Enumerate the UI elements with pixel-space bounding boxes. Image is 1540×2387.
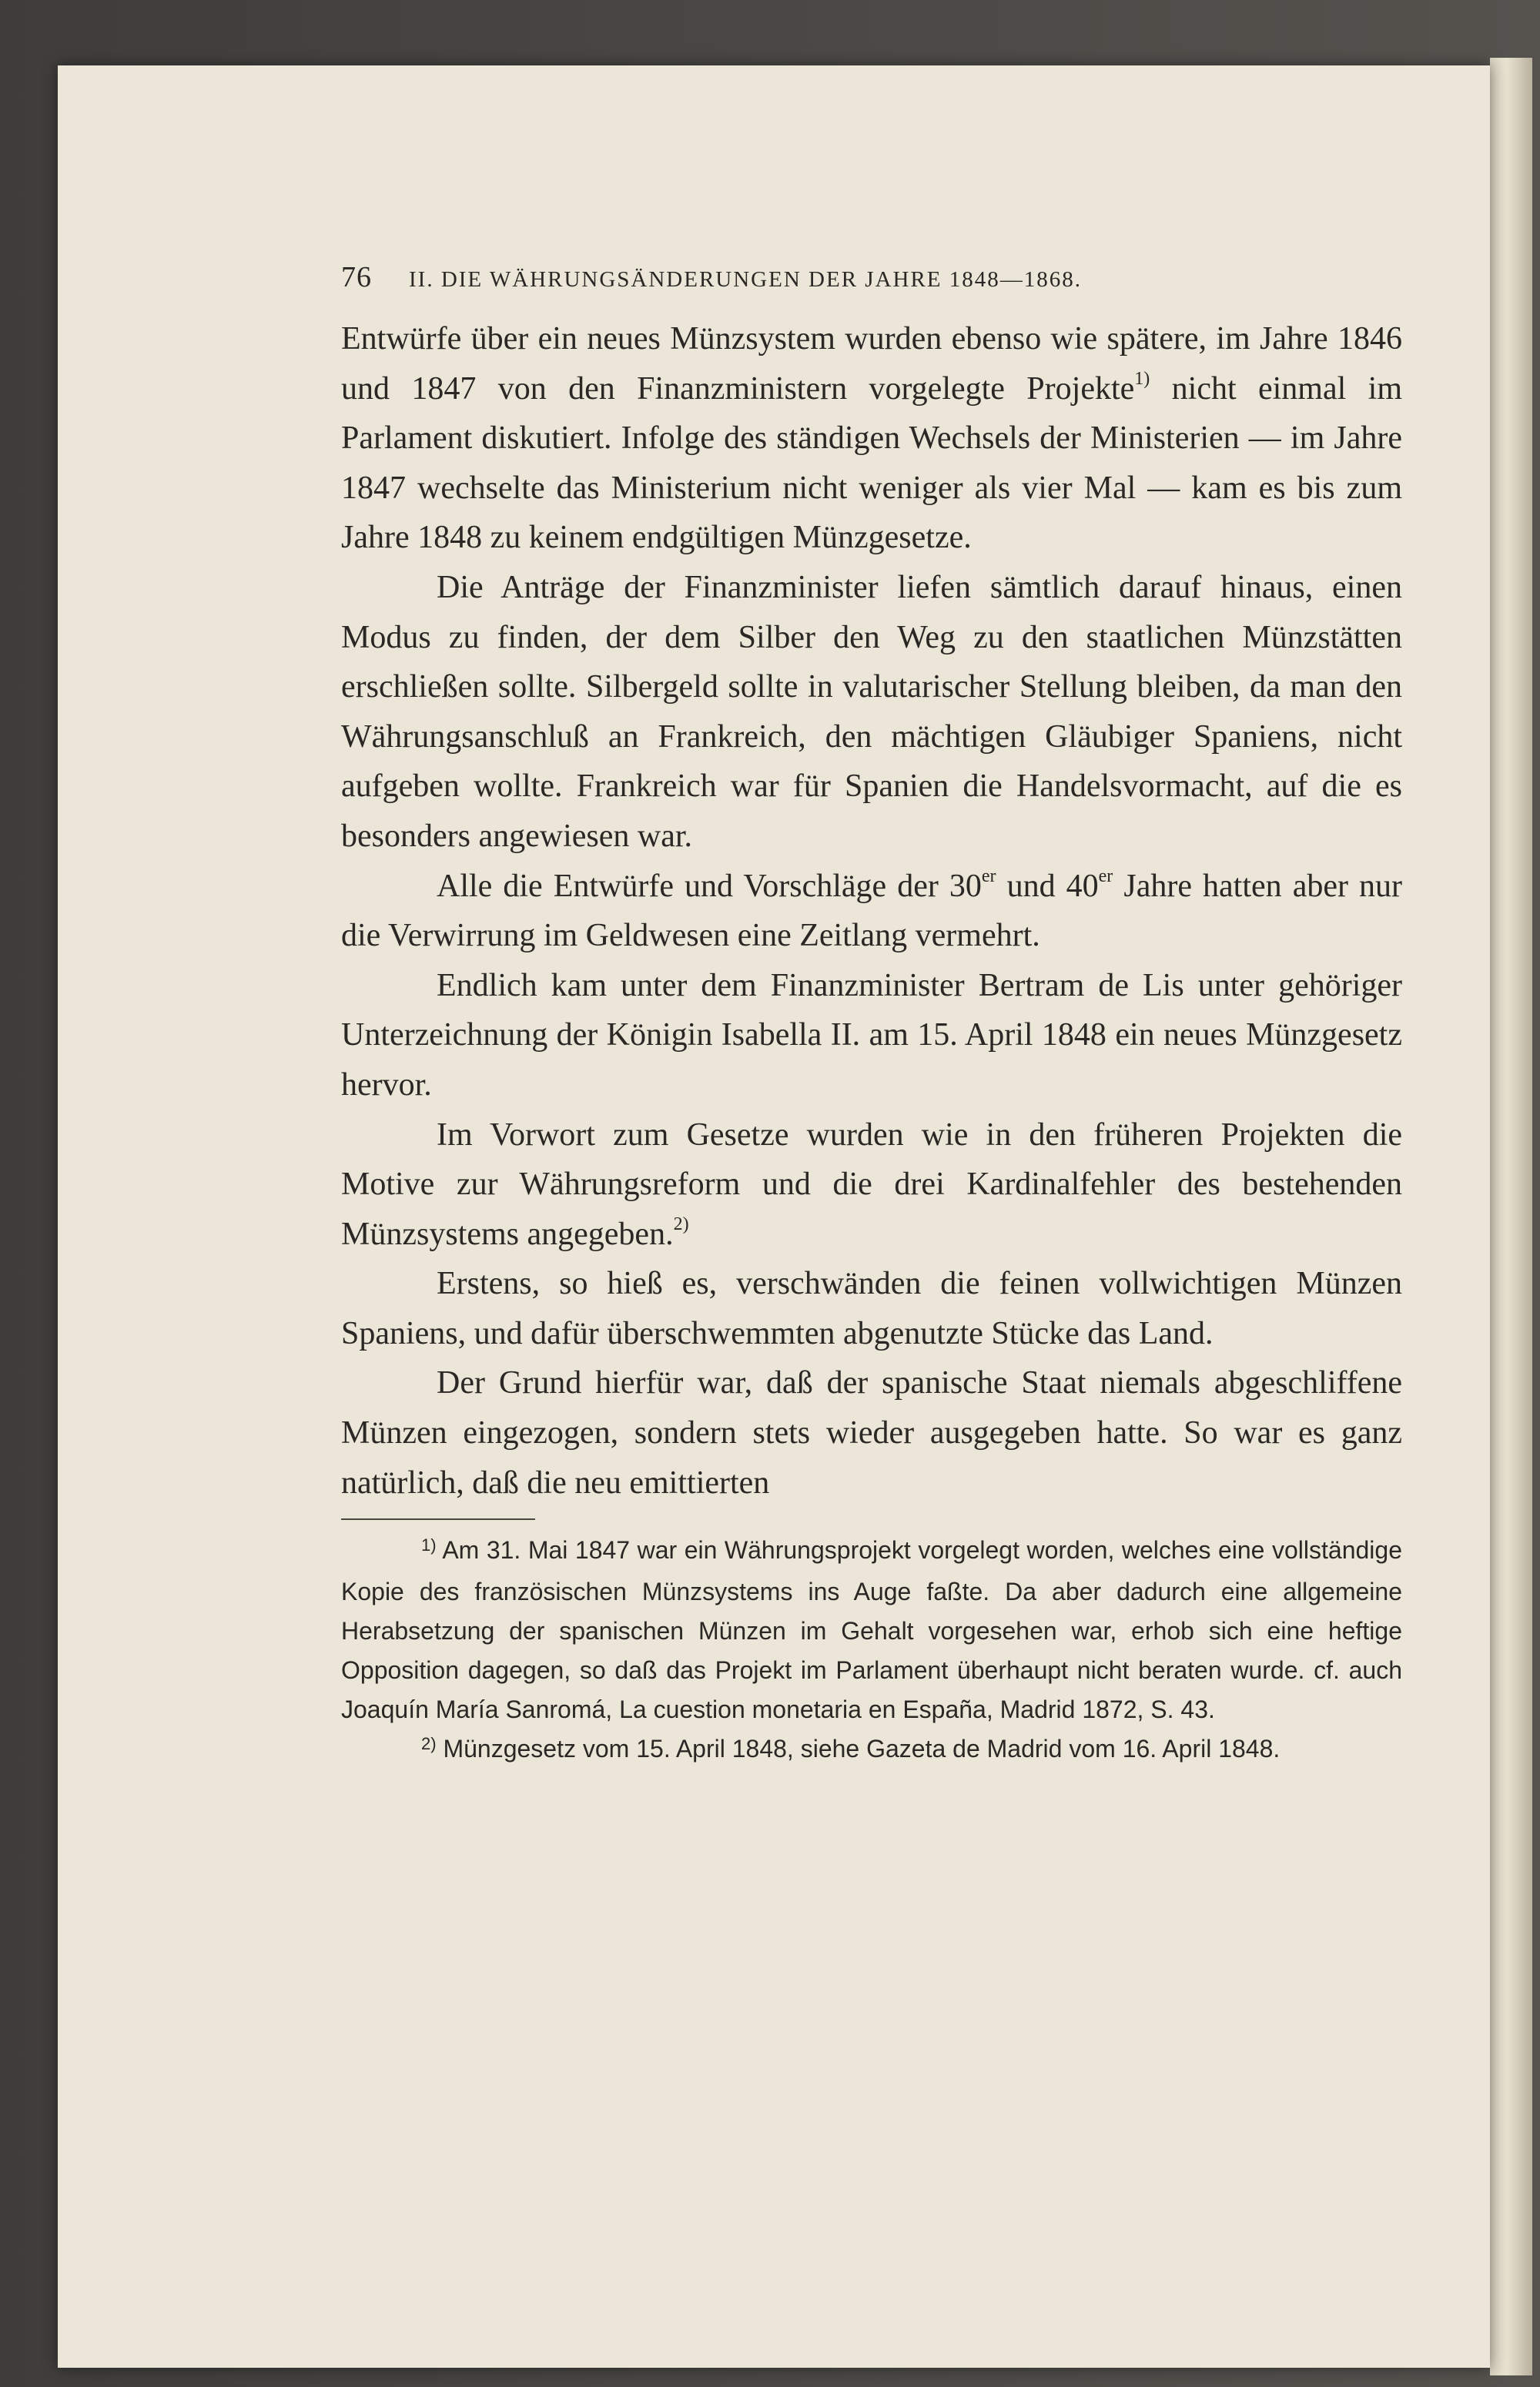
footnote-ref-1[interactable]: 1) [1134,368,1150,389]
paragraph-7: Der Grund hierfür war, daß der spanische Staat niemals abgeschliffene Münzen eingezogen, sondern stets wieder ausgegeben hatte. So war es ganz natürlich, daß die neu emittierten [341,1365,1402,1501]
page-number: 76 [341,261,372,293]
running-title: II. DIE WÄHRUNGSÄNDERUNGEN DER JAHRE 1848—1868. [409,267,1083,292]
page-edge [1490,58,1532,2375]
footnote-divider [341,1518,535,1520]
footnote-mark: 2) [421,1734,437,1754]
footnote-mark: 1) [421,1535,437,1555]
paragraph-3: Alle die Entwürfe und Vorschläge der 30er und 40er Jahre hatten aber nur die Verwirrung im Geldwesen eine Zeitlang vermehrt. [341,865,1402,954]
footnotes [341,1531,1402,1771]
footnote-ref-2[interactable]: 2) [673,1214,689,1234]
footnote-1: $^{1)}$ Am 31. Mai 1847 war ein Währungsprojekt vorgelegt worden, welches eine vollständige Kopie des französischen Münzsystems ins Auge faßte. Da aber dadurch eine allgemeine Herabsetzung der spanischen Münzen im Gehalt vorgesehen war, erhob sich eine heftige Opposition dagegen, so daß das Projekt im Parlament überhaupt nicht beraten wurde. cf. auch Joaquín María Sanromá, La cuestion monetaria en España, Madrid 1872, S. 43. [341,1535,1402,1724]
paragraph-2: Die Anträge der Finanzminister liefen sämtlich darauf hinaus, einen Modus zu finden, der dem Silber den Weg zu den staatlichen Münzstätten erschließen sollte. Silbergeld sollte in valutarischer Stellung bleiben, da man den Währungsanschluß an Frankreich, den mächtigen Gläubiger Spaniens, nicht aufgeben wollte. Frankreich war für Spanien die Handelsvormacht, auf die es besonders angewiesen war. [341,569,1402,854]
running-head [341,260,1402,306]
body-text [341,314,1402,1508]
text-block [341,260,1402,1771]
paragraph-1: Entwürfe über ein neues Münzsystem wurden ebenso wie spätere, im Jahre 1846 und 1847 von den Finanzministern vorgelegte Projekte$^{1)}$ nicht einmal im Parlament diskutiert. Infolge des ständigen Wechsels der Ministerien — im Jahre 1847 wechselte das Ministerium nicht weniger als vier Mal — kam es bis zum Jahre 1848 zu keinem endgültigen Münzgesetze. [341,321,1402,556]
paragraph-4: Endlich kam unter dem Finanzminister Bertram de Lis unter gehöriger Unterzeichnung der Königin Isabella II. am 15. April 1848 ein neues Münzgesetz hervor. [341,967,1402,1103]
paragraph-5: Im Vorwort zum Gesetze wurden wie in den früheren Projekten die Motive zur Währungsreform und die drei Kardinalfehler des bestehenden Münzsystems angegeben.$^{2)}$ [341,1116,1402,1252]
paragraph-6: Erstens, so hieß es, verschwänden die feinen vollwichtigen Münzen Spaniens, und dafür überschwemmten abgenutzte Stücke das Land. [341,1266,1402,1351]
footnote-2: $^{2)}$ Münzgesetz vom 15. April 1848, siehe Gazeta de Madrid vom 16. April 1848. [421,1734,1281,1763]
